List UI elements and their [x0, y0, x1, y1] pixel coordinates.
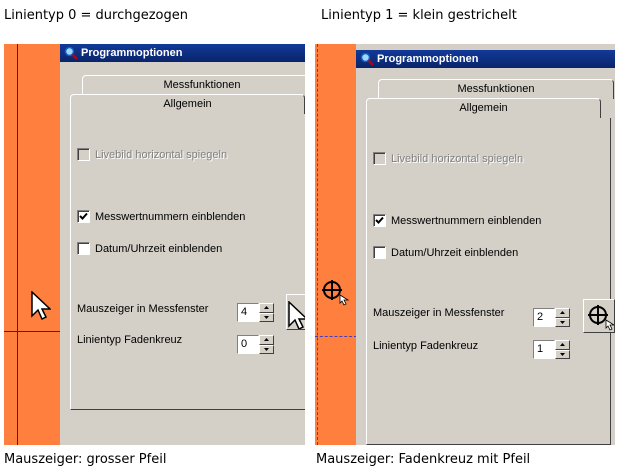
tab-allgemein[interactable]: Allgemein [366, 98, 601, 119]
checkbox-row-datetime[interactable] [373, 246, 518, 259]
datetime-checkbox[interactable] [77, 242, 90, 255]
linetype-label: Linientyp Fadenkreuz [373, 340, 479, 352]
spin-down-button[interactable] [555, 350, 570, 360]
arrow-down-icon [264, 316, 269, 319]
caption-linetype-solid: Linientyp 0 = durchgezogen [4, 8, 188, 23]
crosshair-horizontal-dashed-line [315, 336, 357, 337]
numbers-checkbox[interactable] [77, 210, 90, 223]
caption-linetype-dashed: Linientyp 1 = klein gestrichelt [321, 8, 517, 23]
spin-up-button[interactable] [555, 308, 570, 318]
magnifier-icon [360, 52, 374, 66]
checkmark-icon [79, 212, 88, 221]
datetime-checkbox-label: Datum/Uhrzeit einblenden [391, 246, 519, 259]
spin-up-button[interactable] [259, 303, 274, 313]
linetype-spinner[interactable] [533, 340, 570, 359]
numbers-checkbox[interactable] [373, 214, 386, 227]
dialog-titlebar [60, 44, 305, 62]
magnifier-icon [64, 46, 78, 60]
tab-page-allgemein [70, 114, 305, 410]
checkbox-row-datetime[interactable] [77, 242, 222, 255]
spin-down-button[interactable] [259, 313, 274, 323]
dialog-titlebar [356, 50, 615, 68]
tab-page-allgemein [366, 118, 611, 445]
tab-messfunktionen[interactable]: Messfunktionen [378, 79, 614, 99]
large-arrow-cursor-icon [31, 291, 51, 321]
crosshair-vertical-dashed-line [317, 44, 318, 445]
options-dialog [60, 44, 305, 445]
checkbox-row-mirror[interactable] [373, 152, 523, 165]
checkbox-row-mirror[interactable] [77, 148, 227, 161]
checkmark-icon [375, 216, 384, 225]
cursor-preview [583, 299, 615, 333]
checkbox-row-numbers[interactable] [373, 214, 541, 227]
cursor-label: Mauszeiger in Messfenster [373, 307, 505, 319]
mirror-checkbox[interactable] [77, 148, 90, 161]
tab-messfunktionen[interactable]: Messfunktionen [82, 75, 305, 95]
large-arrow-icon [288, 301, 305, 330]
spin-down-button[interactable] [259, 345, 274, 355]
mirror-checkbox-label: Livebild horizontal spiegeln [95, 148, 228, 161]
spin-up-button[interactable] [259, 335, 274, 345]
screenshot-panel-right [315, 44, 615, 445]
cursor-spinner[interactable] [237, 303, 274, 322]
checkbox-row-numbers[interactable] [77, 210, 245, 223]
spin-down-button[interactable] [555, 318, 570, 328]
caption-cursor-large-arrow: Mauszeiger: grosser Pfeil [4, 452, 167, 467]
tab-allgemein[interactable]: Allgemein [70, 94, 305, 115]
linetype-spinner-value[interactable]: 0 [237, 335, 259, 354]
datetime-checkbox-label: Datum/Uhrzeit einblenden [95, 242, 223, 255]
arrow-down-icon [560, 353, 565, 356]
caption-cursor-crosshair-arrow: Mauszeiger: Fadenkreuz mit Pfeil [316, 452, 531, 467]
cursor-spinner[interactable] [533, 308, 570, 327]
cursor-spinner-value[interactable]: 4 [237, 303, 259, 322]
arrow-up-icon [264, 306, 269, 309]
arrow-up-icon [264, 338, 269, 341]
crosshair-horizontal-line [4, 331, 60, 332]
mirror-checkbox-label: Livebild horizontal spiegeln [391, 152, 524, 165]
dialog-title: Programmoptionen [81, 47, 183, 59]
linetype-label: Linientyp Fadenkreuz [77, 334, 183, 346]
cursor-label: Mauszeiger in Messfenster [77, 303, 209, 315]
options-dialog [356, 44, 615, 445]
linetype-spinner[interactable] [237, 335, 274, 354]
linetype-spinner-value[interactable]: 1 [533, 340, 555, 359]
crosshair-arrow-cursor-icon [322, 280, 350, 306]
numbers-checkbox-label: Messwertnummern einblenden [391, 214, 542, 227]
mirror-checkbox[interactable] [373, 152, 386, 165]
arrow-down-icon [560, 321, 565, 324]
spin-up-button[interactable] [555, 340, 570, 350]
crosshair-arrow-icon [588, 305, 615, 331]
dialog-title: Programmoptionen [377, 53, 479, 65]
arrow-up-icon [560, 311, 565, 314]
numbers-checkbox-label: Messwertnummern einblenden [95, 210, 246, 223]
arrow-down-icon [264, 348, 269, 351]
arrow-up-icon [560, 343, 565, 346]
screenshot-panel-left [4, 44, 305, 445]
datetime-checkbox[interactable] [373, 246, 386, 259]
cursor-spinner-value[interactable]: 2 [533, 308, 555, 327]
crosshair-vertical-line [17, 44, 18, 445]
cursor-preview [286, 294, 305, 330]
